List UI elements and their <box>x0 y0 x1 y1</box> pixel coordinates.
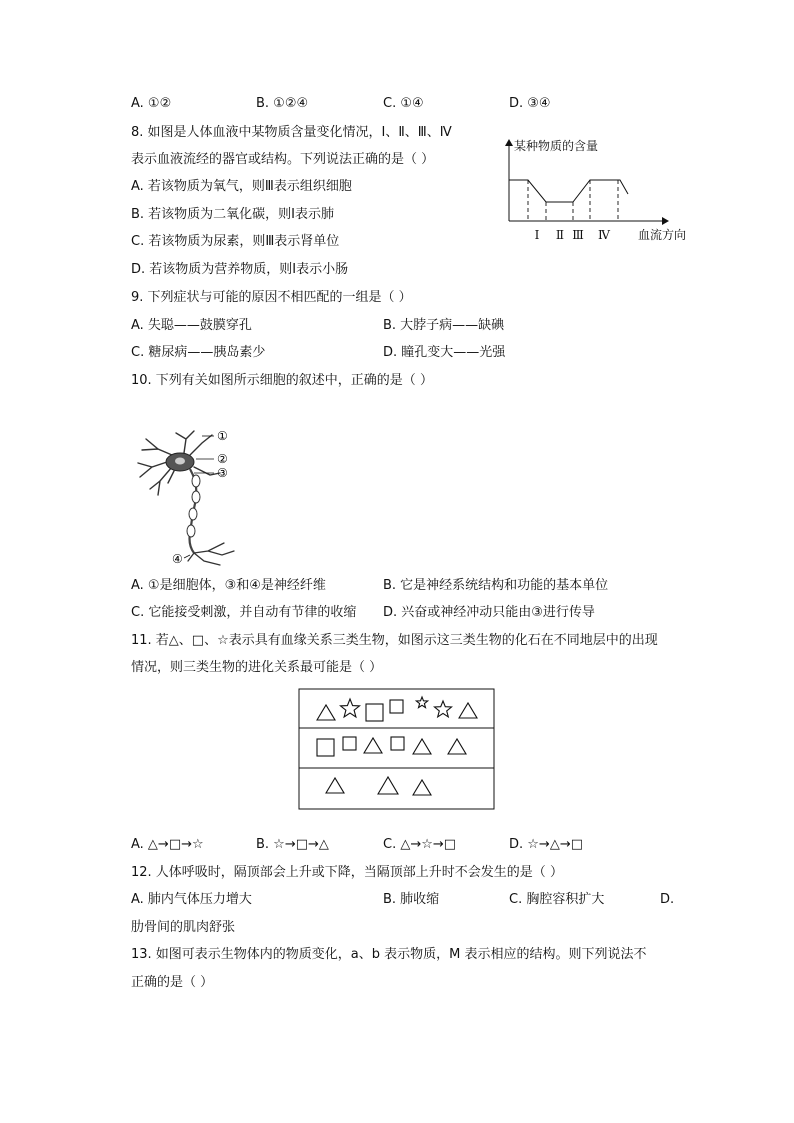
myelin-segment <box>192 491 200 503</box>
q12-option-b: B. 肺收缩 <box>383 892 440 907</box>
dendrite <box>190 435 212 455</box>
tick-4: Ⅳ <box>598 228 610 242</box>
q13-stem-line1: 13. 如图可表示生物体内的物质变化，a、b 表示物质，M 表示相应的结构。则下列说法不 <box>131 947 647 962</box>
label-4: ④ <box>172 552 183 566</box>
content-curve <box>509 180 628 202</box>
q11-option-d: D. ☆→△→□ <box>509 837 583 852</box>
q11-option-c: C. △→☆→□ <box>383 837 457 852</box>
q8-option-d: D. 若该物质为营养物质，则Ⅰ表示小肠 <box>131 262 349 277</box>
y-axis-label: 某种物质的含量 <box>514 139 599 153</box>
q8-stem-line1: 8. 如图是人体血液中某物质含量变化情况，Ⅰ、Ⅱ、Ⅲ、Ⅳ <box>131 125 452 140</box>
q11-stem-line2: 情况，则三类生物的进化关系最可能是（ ） <box>131 660 383 675</box>
label-3: ③ <box>217 466 228 480</box>
q9-option-b: B. 大脖子病——缺碘 <box>383 318 505 333</box>
q10-option-b: B. 它是神经系统结构和功能的基本单位 <box>383 578 609 593</box>
myelin-segment <box>192 475 200 487</box>
dendrite <box>176 431 194 453</box>
q7-option-d: D. ③④ <box>509 96 551 111</box>
q11-option-a: A. △→□→☆ <box>131 837 204 852</box>
q10-option-a: A. ①是细胞体，③和④是神经纤维 <box>131 578 326 593</box>
q7-option-b: B. ①②④ <box>256 96 309 111</box>
q13-stem-line2: 正确的是（ ） <box>131 975 214 990</box>
q10-stem: 10. 下列有关如图所示细胞的叙述中，正确的是（ ） <box>131 373 433 388</box>
label-2: ② <box>217 452 228 466</box>
neuron-figure <box>128 425 246 570</box>
q11-stem-line1: 11. 若△、□、☆表示具有血缘关系三类生物，如图示这三类生物的化石在不同地层中的出现 <box>131 633 658 648</box>
label-1: ① <box>217 429 228 443</box>
q12-option-c: C. 胸腔容积扩大 <box>509 892 605 907</box>
axon-terminal <box>194 543 234 555</box>
q7-option-a: A. ①② <box>131 96 172 111</box>
tick-1: Ⅰ <box>534 228 540 242</box>
q9-option-a: A. 失聪——鼓膜穿孔 <box>131 318 252 333</box>
q11-option-b: B. ☆→□→△ <box>256 837 329 852</box>
q8-option-c: C. 若该物质为尿素，则Ⅲ表示肾单位 <box>131 234 340 249</box>
q8-option-a: A. 若该物质为氧气，则Ⅲ表示组织细胞 <box>131 179 352 194</box>
axon-terminal <box>194 553 220 565</box>
q9-option-d: D. 瞳孔变大——光强 <box>383 345 506 360</box>
q8-content-chart <box>500 136 700 246</box>
myelin-segment <box>187 525 195 537</box>
q12-option-d-text: 肋骨间的肌肉舒张 <box>131 920 236 935</box>
q8-option-b: B. 若该物质为二氧化碳，则Ⅰ表示肺 <box>131 207 335 222</box>
x-axis-label: 血流方向 <box>638 228 687 242</box>
dendrite <box>142 439 172 455</box>
fossil-strata-figure <box>298 688 495 810</box>
dendrite <box>168 471 174 483</box>
q8-stem-line2: 表示血液流经的器官或结构。下列说法正确的是（ ） <box>131 152 435 167</box>
q9-stem: 9. 下列症状与可能的原因不相匹配的一组是（ ） <box>131 290 412 305</box>
myelin-segment <box>189 508 197 520</box>
q10-option-d: D. 兴奋或神经冲动只能由③进行传导 <box>383 605 595 620</box>
q9-option-c: C. 糖尿病——胰岛素少 <box>131 345 266 360</box>
nucleus <box>175 458 185 465</box>
axon-terminal <box>188 553 194 561</box>
q12-option-a: A. 肺内气体压力增大 <box>131 892 252 907</box>
tick-3: Ⅲ <box>572 228 584 242</box>
q12-stem: 12. 人体呼吸时，隔顶部会上升或下降，当隔顶部上升时不会发生的是（ ） <box>131 865 563 880</box>
q10-option-c: C. 它能接受刺激，并自动有节律的收缩 <box>131 605 357 620</box>
q12-option-d: D. <box>660 892 675 907</box>
q7-option-c: C. ①④ <box>383 96 424 111</box>
tick-2: Ⅱ <box>555 228 565 242</box>
